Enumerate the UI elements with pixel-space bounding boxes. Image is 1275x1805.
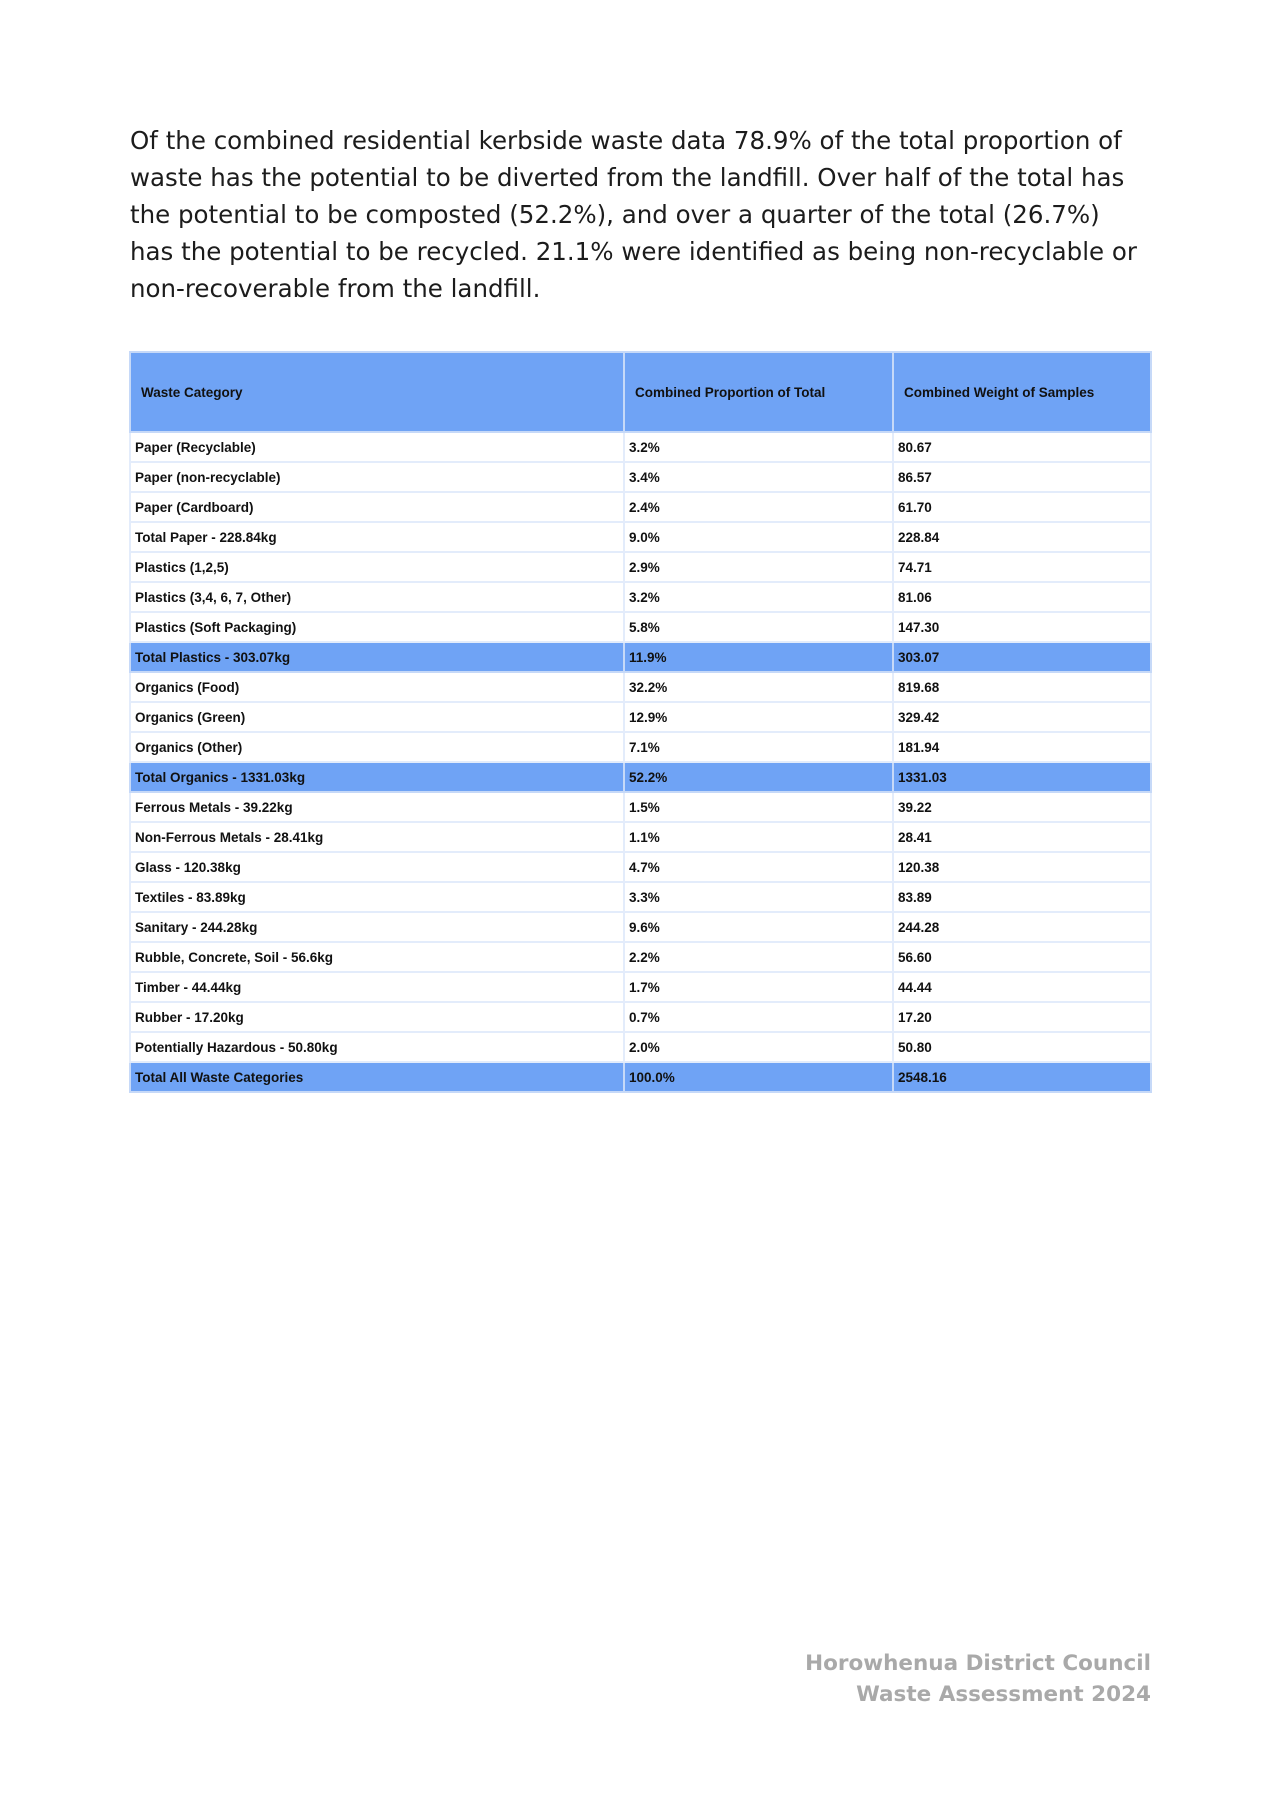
table-row (130, 552, 1151, 582)
cell-category: Rubber - 17.20kg (130, 1002, 624, 1032)
cell-category: Ferrous Metals - 39.22kg (130, 792, 624, 822)
cell-weight: 74.71 (893, 552, 1151, 582)
cell-weight: 228.84 (893, 522, 1151, 552)
cell-weight: 86.57 (893, 462, 1151, 492)
cell-category: Total Organics - 1331.03kg (130, 762, 624, 792)
cell-proportion: 2.2% (624, 942, 893, 972)
table-row (130, 912, 1151, 942)
cell-proportion: 3.2% (624, 582, 893, 612)
table-row (130, 852, 1151, 882)
table-header-row (130, 352, 1151, 432)
cell-weight: 819.68 (893, 672, 1151, 702)
cell-category: Timber - 44.44kg (130, 972, 624, 1002)
cell-proportion: 12.9% (624, 702, 893, 732)
cell-proportion: 32.2% (624, 672, 893, 702)
cell-proportion: 52.2% (624, 762, 893, 792)
cell-weight: 329.42 (893, 702, 1151, 732)
cell-proportion: 1.5% (624, 792, 893, 822)
cell-category: Total Paper - 228.84kg (130, 522, 624, 552)
cell-weight: 56.60 (893, 942, 1151, 972)
cell-weight: 2548.16 (893, 1062, 1151, 1092)
cell-weight: 83.89 (893, 882, 1151, 912)
cell-category: Organics (Other) (130, 732, 624, 762)
cell-category: Plastics (3,4, 6, 7, Other) (130, 582, 624, 612)
cell-proportion: 2.9% (624, 552, 893, 582)
cell-category: Sanitary - 244.28kg (130, 912, 624, 942)
table-row (130, 672, 1151, 702)
table-row (130, 942, 1151, 972)
cell-weight: 50.80 (893, 1032, 1151, 1062)
cell-proportion: 11.9% (624, 642, 893, 672)
cell-category: Non-Ferrous Metals - 28.41kg (130, 822, 624, 852)
header-combined-proportion: Combined Proportion of Total (624, 352, 893, 432)
cell-proportion: 4.7% (624, 852, 893, 882)
cell-category: Potentially Hazardous - 50.80kg (130, 1032, 624, 1062)
cell-proportion: 1.1% (624, 822, 893, 852)
cell-proportion: 5.8% (624, 612, 893, 642)
cell-category: Total Plastics - 303.07kg (130, 642, 624, 672)
cell-proportion: 2.0% (624, 1032, 893, 1062)
cell-category: Plastics (Soft Packaging) (130, 612, 624, 642)
cell-weight: 80.67 (893, 432, 1151, 462)
cell-weight: 81.06 (893, 582, 1151, 612)
table-row (130, 882, 1151, 912)
header-waste-category: Waste Category (130, 352, 624, 432)
cell-weight: 44.44 (893, 972, 1151, 1002)
cell-proportion: 3.2% (624, 432, 893, 462)
cell-proportion: 7.1% (624, 732, 893, 762)
waste-table-container (129, 351, 1150, 1093)
cell-weight: 17.20 (893, 1002, 1151, 1032)
cell-category: Paper (non-recyclable) (130, 462, 624, 492)
table-row (130, 702, 1151, 732)
footer-organisation: Horowhenua District Council (805, 1651, 1151, 1676)
cell-weight: 120.38 (893, 852, 1151, 882)
table-row (130, 732, 1151, 762)
cell-proportion: 1.7% (624, 972, 893, 1002)
table-row (130, 1032, 1151, 1062)
table-row (130, 582, 1151, 612)
cell-proportion: 3.3% (624, 882, 893, 912)
cell-weight: 28.41 (893, 822, 1151, 852)
table-row-total-organics (130, 762, 1151, 792)
cell-category: Total All Waste Categories (130, 1062, 624, 1092)
table-row-total-plastics (130, 642, 1151, 672)
cell-category: Textiles - 83.89kg (130, 882, 624, 912)
footer-document-title: Waste Assessment 2024 (856, 1682, 1151, 1707)
header-combined-weight: Combined Weight of Samples (893, 352, 1151, 432)
cell-category: Plastics (1,2,5) (130, 552, 624, 582)
table-row (130, 462, 1151, 492)
cell-weight: 244.28 (893, 912, 1151, 942)
cell-category: Rubble, Concrete, Soil - 56.6kg (130, 942, 624, 972)
table-row (130, 432, 1151, 462)
cell-category: Paper (Recyclable) (130, 432, 624, 462)
cell-proportion: 100.0% (624, 1062, 893, 1092)
cell-weight: 147.30 (893, 612, 1151, 642)
cell-weight: 303.07 (893, 642, 1151, 672)
cell-proportion: 3.4% (624, 462, 893, 492)
table-row-total-all (130, 1062, 1151, 1092)
cell-category: Glass - 120.38kg (130, 852, 624, 882)
table-row (130, 972, 1151, 1002)
cell-proportion: 2.4% (624, 492, 893, 522)
cell-category: Organics (Green) (130, 702, 624, 732)
cell-category: Organics (Food) (130, 672, 624, 702)
cell-weight: 39.22 (893, 792, 1151, 822)
cell-weight: 181.94 (893, 732, 1151, 762)
cell-category: Paper (Cardboard) (130, 492, 624, 522)
cell-proportion: 9.0% (624, 522, 893, 552)
cell-weight: 61.70 (893, 492, 1151, 522)
cell-weight: 1331.03 (893, 762, 1151, 792)
cell-proportion: 9.6% (624, 912, 893, 942)
table-row (130, 1002, 1151, 1032)
intro-paragraph: Of the combined residential kerbside waste data 78.9% of the total proportion of waste has the potential to be diverted from the landfill. Over half of the total has the potential to be composted (52.2%), and over a quarter of the total (26.7%) has the potential to be recycled. 21.1% were identified as being non-recyclable or non-recoverable from the landfill. (130, 126, 1137, 303)
table-row (130, 522, 1151, 552)
table-row (130, 492, 1151, 522)
table-row (130, 792, 1151, 822)
page-footer (805, 1648, 1151, 1710)
cell-proportion: 0.7% (624, 1002, 893, 1032)
waste-category-table (129, 351, 1152, 1093)
table-row (130, 612, 1151, 642)
table-row (130, 822, 1151, 852)
